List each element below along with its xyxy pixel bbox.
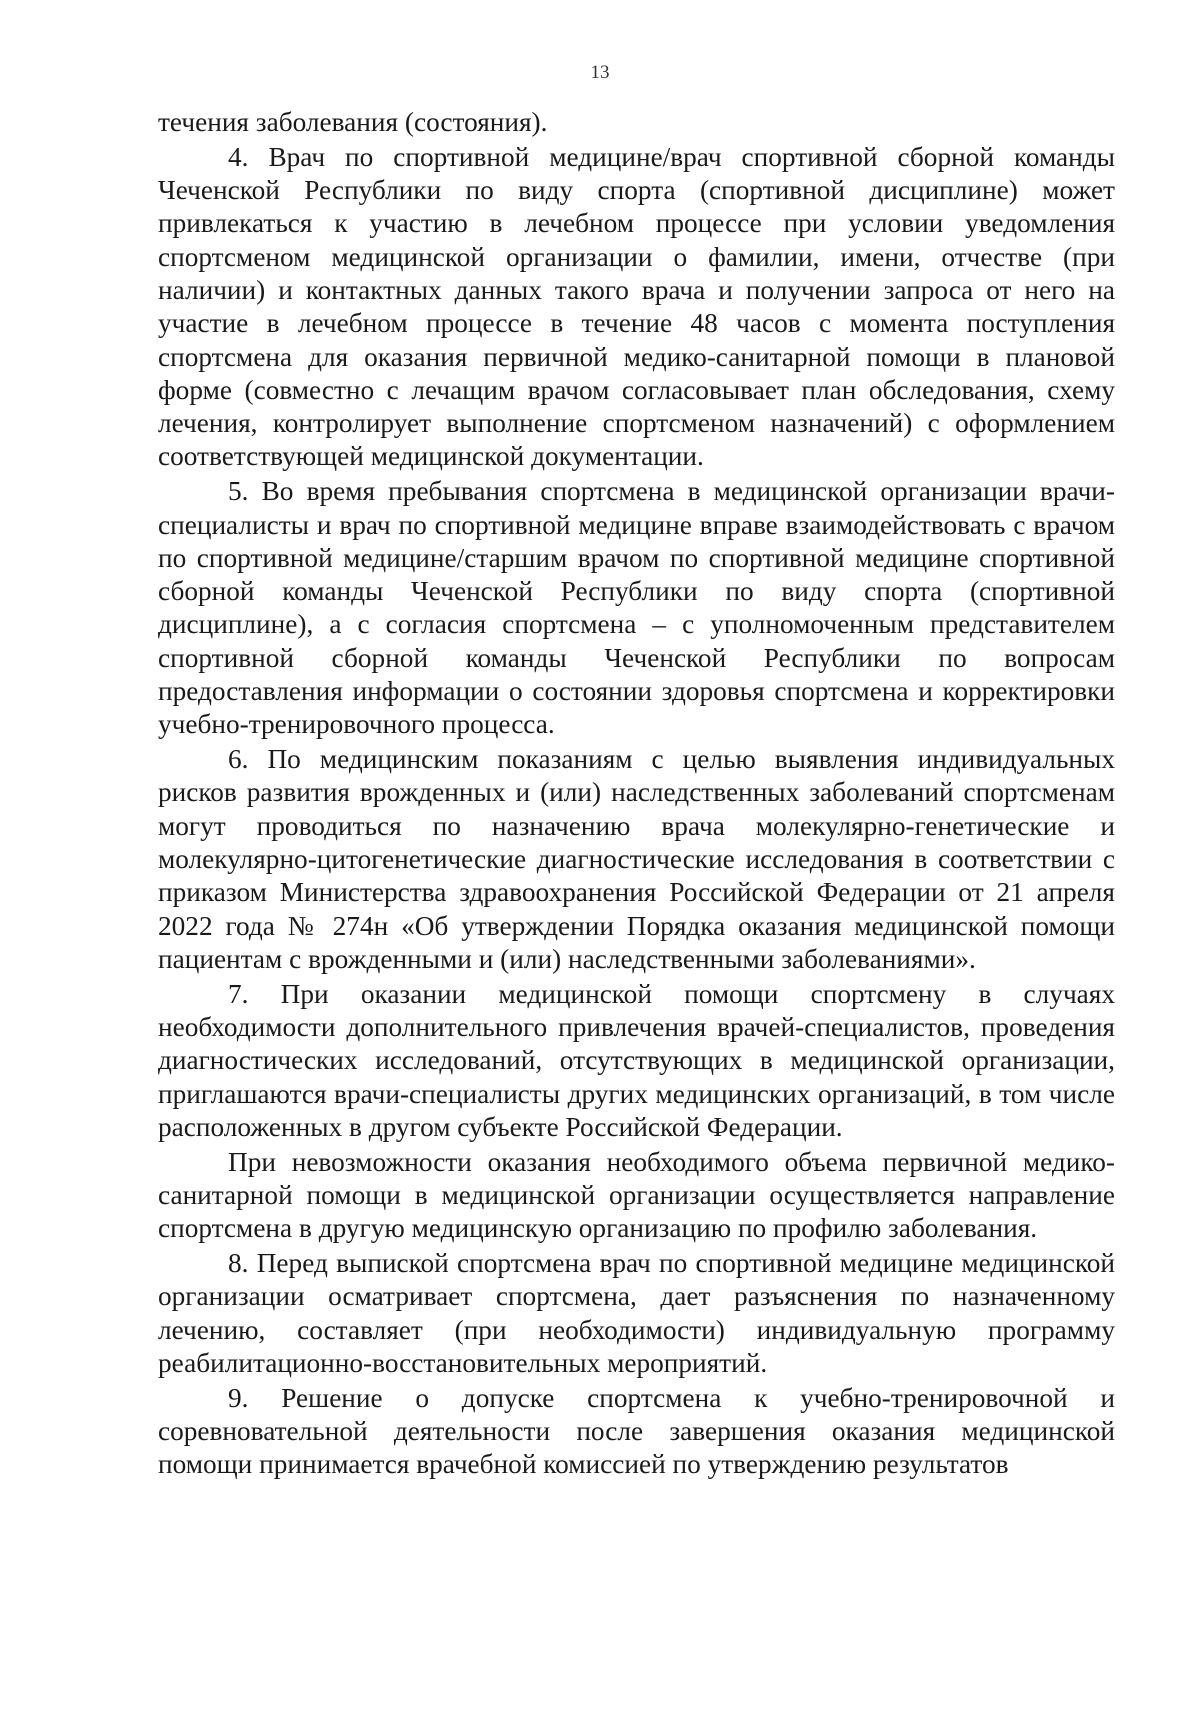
paragraph-item-5: 5. Во время пребывания спортсмена в медицинской организации врачи-специалисты и врач по спортивной медицине вправе взаимодействовать с врачом по спортивной медицине/старшим врачом по спортивной медицине спортивной сборной команды Чеченской Республики по виду спорта (спортивной дисциплине), а с согласия спортсмена – с уполномоченным представителем спортивной сборной команды Чеченской Республики по вопросам предоставления информации о состоянии здоровья спортсмена и корректировки учебно-тренировочного процесса. xyxy=(158,476,1115,740)
page-number: 13 xyxy=(590,62,610,83)
paragraph-item-6: 6. По медицинским показаниям с целью выявления индивидуальных рисков развития врожденных и (или) наследственных заболеваний спортсменам могут проводиться по назначению врача молекулярно-генетические и молекулярно-цитогенетические диагностические исследования в соответствии с приказом Министерства здравоохранения Российской Федерации от 21 апреля 2022 года № 274н «Об утверждении Порядка оказания медицинской помощи пациентам с врожденными и (или) наследственными заболеваниями». xyxy=(158,744,1115,974)
paragraph-item-8: 8. Перед выпиской спортсмена врач по спортивной медицине медицинской организации осматривает спортсмена, дает разъяснения по назначенному лечению, составляет (при необходимости) индивидуальную программу реабилитационно-восстановительных мероприятий. xyxy=(158,1248,1115,1378)
paragraph-item-4: 4. Врач по спортивной медицине/врач спортивной сборной команды Чеченской Республики по виду спорта (спортивной дисциплине) может привлекаться к участию в лечебном процессе при условии уведомления спортсменом медицинской организации о фамилии, имени, отчестве (при наличии) и контактных данных такого врача и получении запроса от него на участие в лечебном процессе в течение 48 часов с момента поступления спортсмена для оказания первичной медико-санитарной помощи в плановой форме (совместно с лечащим врачом согласовывает план обследования, схему лечения, контролирует выполнение спортсменом назначений) с оформлением соответствующей медицинской документации. xyxy=(158,141,1115,472)
paragraph-item-7-note: При невозможности оказания необходимого объема первичной медико-санитарной помощи в медицинской организации осуществляется направление спортсмена в другую медицинскую организацию по профилю заболевания. xyxy=(158,1146,1115,1244)
paragraph-item-9: 9. Решение о допуске спортсмена к учебно-тренировочной и соревновательной деятельности после завершения оказания медицинской помощи принимается врачебной комиссией по утверждению результатов xyxy=(158,1382,1115,1480)
paragraph-continuation: течения заболевания (состояния). xyxy=(158,107,548,137)
paragraph-item-7: 7. При оказании медицинской помощи спортсмену в случаях необходимости дополнительного привлечения врачей-специалистов, проведения диагностических исследований, отсутствующих в медицинской организации, приглашаются врачи-специалисты других медицинских организаций, в том числе расположенных в другом субъекте Российской Федерации. xyxy=(158,978,1115,1142)
document-body xyxy=(158,106,1115,1483)
